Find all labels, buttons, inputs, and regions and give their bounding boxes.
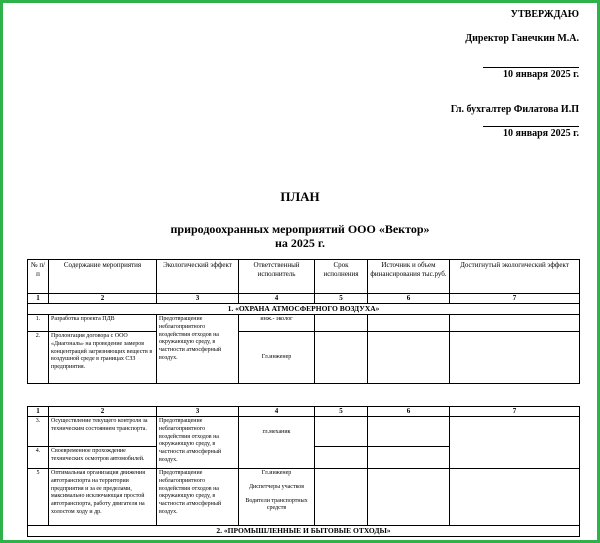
col-number: 6 — [368, 294, 450, 304]
col-number: 1 — [28, 407, 49, 417]
director-date: 10 января 2025 г. — [503, 69, 579, 80]
col-number: 1 — [28, 294, 49, 304]
col-number: 7 — [450, 294, 580, 304]
row-effect: Предотвращение неблагоприятного воздействия отходов на окружающую среду, в частности атмосферный воздух. — [157, 469, 239, 526]
plan-table-part-1 — [27, 259, 580, 384]
row-content: Оптимальная организация движения автотранспорта на территории предприятия и за ее пределами, максимально исключающая простой автотранспорта, работу двигателя на холостом ходу и др. — [49, 469, 157, 526]
header-effect: Экологический эффект — [157, 260, 239, 294]
page-subtitle: природоохранных мероприятий ООО «Вектор» — [170, 222, 430, 236]
row-executor: гл.механик — [239, 417, 315, 469]
col-number: 2 — [49, 407, 157, 417]
accountant-date: 10 января 2025 г. — [503, 128, 579, 139]
row-content: Пролонгация договора с ООО «Диагональ» на проведение замеров концентраций загрязняющих веществ в воздушной среде в границах СЗЗ предприятия. — [49, 332, 157, 384]
col-number: 3 — [157, 407, 239, 417]
col-number: 5 — [315, 294, 368, 304]
row-content: Осуществление текущего контроля за техническим состоянием транспорта. — [49, 417, 157, 447]
header-deadline: Срок исполнения — [315, 260, 368, 294]
col-number: 5 — [315, 407, 368, 417]
signature-line — [483, 67, 579, 68]
row-num: 3. — [28, 417, 49, 447]
col-number: 2 — [49, 294, 157, 304]
row-effect: Предотвращение неблагоприятного воздействия отходов на окружающую среду, в частности атмосферный воздух. — [157, 315, 239, 384]
table-row — [28, 469, 580, 526]
executor-line: Гл.инженер — [261, 470, 292, 477]
header-content: Содержание мероприятия — [49, 260, 157, 294]
row-executor — [239, 469, 315, 526]
accountant-signature: Гл. бухгалтер Филатова И.П — [450, 104, 579, 115]
row-executor: инж.- эколог — [239, 315, 315, 332]
row-content: Своевременное прохождение технических осмотров автомобилей. — [49, 447, 157, 469]
row-content: Разработка проекта ПДВ — [49, 315, 157, 332]
executor-line: Водители транспортных средств — [245, 497, 308, 512]
header-funding: Источник и объем финансирования тыс.руб. — [368, 260, 450, 294]
row-effect: Предотвращение неблагоприятного воздействия отходов на окружающую среду, в частности атмосферный воздух. — [157, 417, 239, 469]
section-heading: 1. «ОХРАНА АТМОСФЕРНОГО ВОЗДУХА» — [28, 304, 580, 315]
row-num: 4. — [28, 447, 49, 469]
section-heading: 2. «ПРОМЫШЛЕННЫЕ И БЫТОВЫЕ ОТХОДЫ» — [28, 526, 580, 537]
header-achieved: Достигнутый экологический эффект — [450, 260, 580, 294]
col-number: 7 — [450, 407, 580, 417]
page-title: ПЛАН — [280, 189, 320, 204]
signature-line — [483, 126, 579, 127]
page-year: на 2025 г. — [274, 236, 325, 250]
header-num: № п/п — [28, 260, 49, 294]
table-row — [28, 417, 580, 447]
plan-table-part-2 — [27, 406, 580, 537]
col-number: 4 — [239, 294, 315, 304]
col-number: 6 — [368, 407, 450, 417]
executor-line: Диспетчеры участков — [248, 483, 305, 490]
row-executor: Гл.инженер — [239, 332, 315, 384]
row-num: 1. — [28, 315, 49, 332]
approval-title: УТВЕРЖДАЮ — [510, 9, 579, 20]
table-row — [28, 315, 580, 332]
col-number: 4 — [239, 407, 315, 417]
row-num: 2. — [28, 332, 49, 384]
col-number: 3 — [157, 294, 239, 304]
header-executor: Ответственный исполнитель — [239, 260, 315, 294]
director-signature: Директор Ганечкин М.А. — [465, 33, 579, 44]
row-num: 5 — [28, 469, 49, 526]
table-row — [28, 332, 580, 384]
